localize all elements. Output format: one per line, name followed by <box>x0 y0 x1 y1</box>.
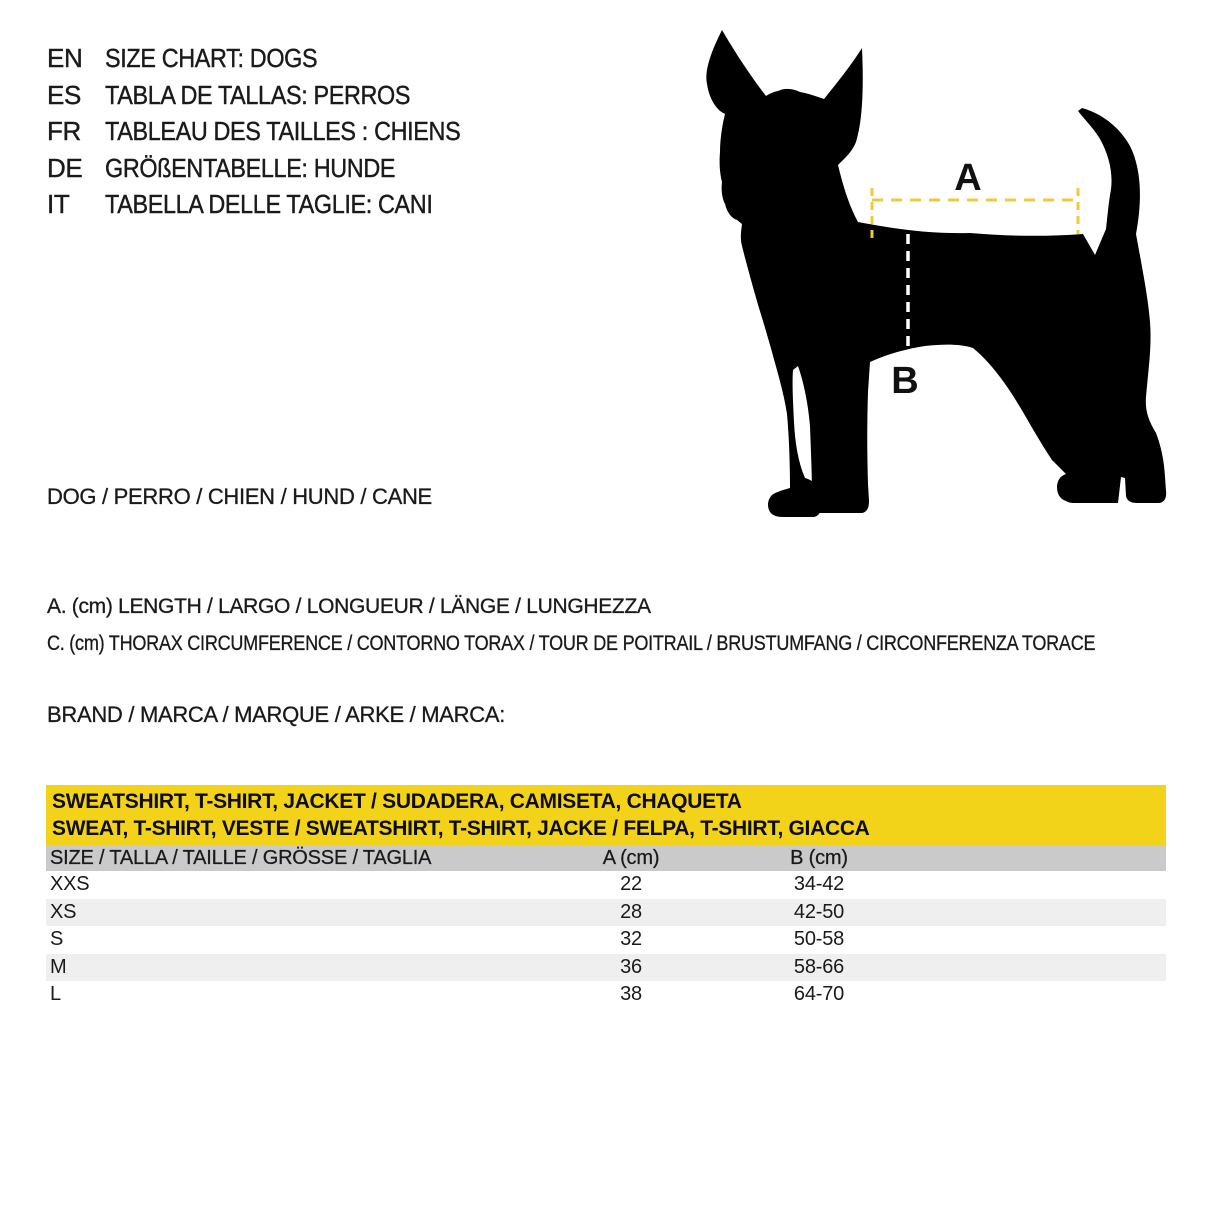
language-code: IT <box>47 189 70 220</box>
measure-label-a: A <box>954 157 982 199</box>
title-text: SIZE CHART: DOGS <box>105 43 318 73</box>
table-row-xxs <box>46 871 1166 899</box>
title-text: GRÖßENTABELLE: HUNDE <box>105 152 396 183</box>
table-body <box>46 871 1166 1009</box>
title-row-es <box>47 77 500 114</box>
title-row-en <box>47 40 500 77</box>
cell-a: 36 <box>620 955 642 978</box>
dog-silhouette <box>706 30 1166 517</box>
cell-size: S <box>50 928 64 951</box>
cell-b: 42-50 <box>793 900 845 923</box>
title-row-it <box>47 186 500 223</box>
title-row-fr <box>47 113 500 150</box>
title-text: TABLEAU DES TAILLES : CHIENS <box>105 116 461 147</box>
cell-a: 28 <box>620 900 642 923</box>
cell-a: 32 <box>620 928 642 951</box>
language-code: FR <box>47 116 81 147</box>
title-text: TABELLA DELLE TAGLIE: CANI <box>105 189 433 220</box>
cell-b: 34-42 <box>793 873 845 896</box>
cell-size: M <box>50 955 67 978</box>
header-col-b: B (cm) <box>790 846 848 869</box>
table-row-xs <box>46 899 1166 927</box>
measure-label-b: B <box>891 360 919 402</box>
header-size: SIZE / TALLA / TAILLE / GRÖSSE / TAGLIA <box>50 846 432 869</box>
language-code: DE <box>47 152 83 183</box>
category-line-2: SWEAT, T-SHIRT, VESTE / SWEATSHIRT, T-SHIRT, JACKE / FELPA, T-SHIRT, GIACCA <box>52 817 870 840</box>
title-row-de <box>47 150 500 187</box>
language-code: EN <box>47 43 83 73</box>
brand-line: BRAND / MARCA / MARQUE / ARKE / MARCA: <box>47 702 506 727</box>
language-title-list <box>47 40 500 223</box>
table-row-s <box>46 926 1166 954</box>
cell-size: XS <box>50 900 77 923</box>
legend-length-line: A. (cm) LENGTH / LARGO / LONGUEUR / LÄNGE / LUNGHEZZA <box>47 595 651 618</box>
cell-size: L <box>50 983 61 1006</box>
table-row-m <box>46 954 1166 982</box>
cell-b: 50-58 <box>793 928 845 951</box>
table-category-band <box>46 785 1166 845</box>
legend-thorax-line: C. (cm) THORAX CIRCUMFERENCE / CONTORNO TORAX / TOUR DE POITRAIL / BRUSTUMFANG / CIRCONFERENZA TORACE <box>47 632 1096 655</box>
cell-a: 22 <box>620 873 642 896</box>
table-header-row <box>46 845 1166 871</box>
dog-measurement-diagram <box>690 22 1200 522</box>
title-text: TABLA DE TALLAS: PERROS <box>105 79 411 110</box>
cell-a: 38 <box>620 983 642 1006</box>
cell-b: 64-70 <box>793 983 845 1006</box>
table-row-l <box>46 981 1166 1009</box>
dog-caption: DOG / PERRO / CHIEN / HUND / CANE <box>47 484 432 509</box>
cell-size: XXS <box>50 873 90 896</box>
category-line-1: SWEATSHIRT, T-SHIRT, JACKET / SUDADERA, CAMISETA, CHAQUETA <box>52 790 742 813</box>
cell-b: 58-66 <box>793 955 845 978</box>
size-table <box>46 785 1166 1009</box>
language-code: ES <box>47 79 81 110</box>
header-col-a: A (cm) <box>602 846 660 869</box>
